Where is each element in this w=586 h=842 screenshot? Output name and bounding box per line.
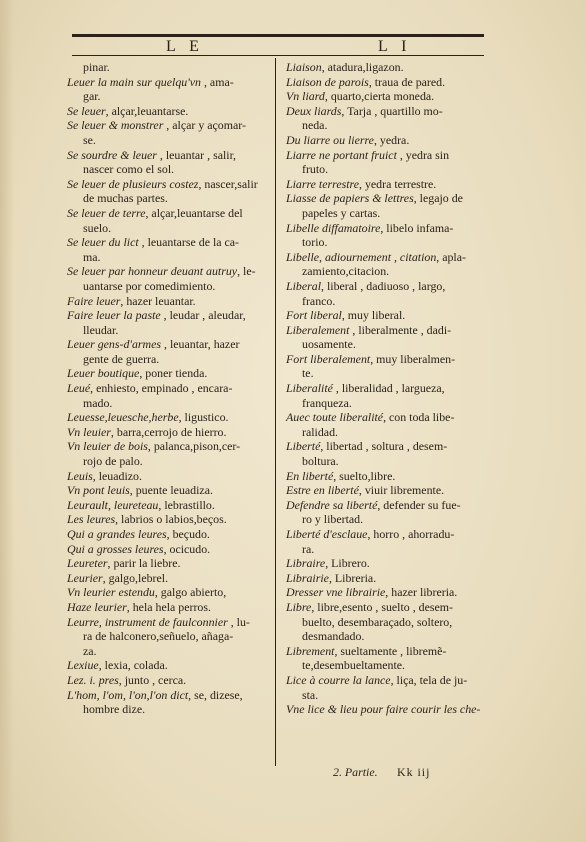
entry-line xyxy=(286,366,486,381)
headword: Les leures xyxy=(67,512,116,527)
headword: Liarre ne portant fruict xyxy=(286,147,397,162)
top-rule xyxy=(72,34,484,37)
definition: hombre dize. xyxy=(83,702,146,717)
headword: Liberté d'esclaue xyxy=(286,527,368,541)
definition: ra. xyxy=(302,541,315,556)
definition: , muy liberalmen- xyxy=(370,351,456,366)
headword: Libre xyxy=(286,599,312,614)
entry-line xyxy=(67,250,267,265)
definition: torio. xyxy=(302,235,328,250)
entry-line xyxy=(286,381,486,396)
headword: Leurre, instrument de faulconnier xyxy=(67,614,228,629)
definition: se. xyxy=(83,132,96,147)
headword: Fort liberal xyxy=(286,308,342,323)
entry-line xyxy=(286,585,486,600)
headword: Vn leuier xyxy=(67,424,111,439)
definition: , sueltamente , libremẽ- xyxy=(334,643,447,658)
headword: Librairie xyxy=(286,570,329,585)
headword: Se sourdre & leuer xyxy=(67,147,157,162)
definition: , libre,esento , suelto , desem- xyxy=(311,599,453,614)
entry-line xyxy=(67,483,267,498)
headword: Auec toute liberalité xyxy=(286,410,384,425)
definition: , hazer libreria. xyxy=(385,585,458,600)
definition: de muchas partes. xyxy=(83,191,168,206)
definition: , labrios o labios,beços. xyxy=(115,512,227,527)
headword: Du liarre ou lierre xyxy=(286,132,374,147)
left-column xyxy=(67,60,267,717)
definition: , beçudo. xyxy=(166,527,210,541)
headword: Vne lice & lieu pour faire courir les che- xyxy=(286,702,481,717)
entry-line xyxy=(67,366,267,381)
entry-line xyxy=(286,352,486,367)
entry-line xyxy=(67,571,267,586)
entry-line xyxy=(67,75,267,90)
definition: gente de guerra. xyxy=(83,351,160,366)
entry-line xyxy=(286,279,486,294)
entry-line xyxy=(67,629,267,644)
headword: Leuesse,leuesche,herbe xyxy=(67,410,179,425)
headword: Fort liberalement xyxy=(286,351,371,366)
definition: , se, dizese, xyxy=(188,687,243,702)
definition: , alçar,leuantarse del xyxy=(145,205,243,220)
headword: Se leuer xyxy=(67,103,106,118)
headword: Haze leurier xyxy=(67,599,127,614)
entry-line xyxy=(286,512,486,527)
gathering-mark: Kk iij xyxy=(397,765,431,779)
definition: , ocicudo. xyxy=(163,541,211,556)
headword: Leué xyxy=(67,381,91,396)
definition: gar. xyxy=(83,89,101,104)
headword: Vn liard xyxy=(286,89,325,104)
definition: papeles y cartas. xyxy=(302,205,381,220)
definition: , legajo de xyxy=(413,191,463,206)
definition: , yedra sin xyxy=(396,147,450,162)
headword: Se leuer du lict xyxy=(67,235,139,250)
definition: , galgo abierto, xyxy=(154,585,227,600)
headword: Lexiue xyxy=(67,658,99,673)
definition: , Tarja , quartillo mo- xyxy=(341,103,443,118)
entry-line xyxy=(286,483,486,498)
headword: Se leuer & monstrer xyxy=(67,118,164,133)
definition: uosamente. xyxy=(302,337,356,352)
definition: , hela hela perros. xyxy=(126,599,211,614)
headword: Liberalement xyxy=(286,322,350,337)
entry-line xyxy=(286,542,486,557)
definition: , enhiesto, empinado , encara- xyxy=(90,381,233,396)
entry-line xyxy=(286,469,486,484)
definition: suelo. xyxy=(83,220,112,235)
definition: , le- xyxy=(237,264,256,279)
definition: , leuantar , salir, xyxy=(156,147,237,162)
entry-line xyxy=(286,702,486,717)
headword: En liberté xyxy=(286,468,334,483)
entry-line xyxy=(286,206,486,221)
definition: , nascer,salir xyxy=(198,176,258,191)
entry-line xyxy=(286,162,486,177)
headword: Leureter xyxy=(67,556,108,571)
definition: , yedra terrestre. xyxy=(359,176,437,191)
entry-line xyxy=(67,439,267,454)
entry-line xyxy=(286,221,486,236)
definition: , junto , cerca. xyxy=(118,672,187,687)
definition: , alçar y açomar- xyxy=(163,118,246,133)
entry-line xyxy=(67,279,267,294)
running-head-left: L E xyxy=(166,38,204,55)
headword: Libelle diffamatoire xyxy=(286,220,381,235)
definition: boltura. xyxy=(302,454,339,469)
definition: , horro , ahorradu- xyxy=(367,527,455,541)
entry-line xyxy=(286,396,486,411)
entry-line xyxy=(286,89,486,104)
definition: ralidad. xyxy=(302,424,338,439)
definition: , parir la liebre. xyxy=(107,556,181,571)
signature-line: 2. Partie. xyxy=(333,765,378,779)
entry-line xyxy=(67,162,267,177)
entry-line xyxy=(67,600,267,615)
headword: Liberalité xyxy=(286,381,333,396)
entry-line xyxy=(67,337,267,352)
headword: Vn pont leuis xyxy=(67,483,130,498)
definition: zamiento,citacion. xyxy=(302,264,390,279)
definition: , yedra. xyxy=(373,132,410,147)
entry-line xyxy=(286,133,486,148)
definition: sta. xyxy=(302,687,319,702)
headword: Se leuer de terre xyxy=(67,205,146,220)
headword: Dresser vne librairie xyxy=(286,585,386,600)
page-gutter-shadow xyxy=(0,0,14,842)
entry-line xyxy=(286,600,486,615)
entry-line xyxy=(286,323,486,338)
entry-line xyxy=(286,629,486,644)
definition: , leuantarse de la ca- xyxy=(138,235,240,250)
definition: , con toda libe- xyxy=(383,410,455,425)
definition: , traua de pared. xyxy=(368,74,446,89)
entry-line xyxy=(67,469,267,484)
entry-line xyxy=(67,308,267,323)
definition: , leudar , aleudar, xyxy=(160,308,246,323)
headword: Libelle, adiournement , citation xyxy=(286,249,437,264)
definition: , hazer leuantar. xyxy=(120,293,196,308)
definition: lleudar. xyxy=(83,322,119,337)
headword: Qui a grosses leures xyxy=(67,541,164,556)
definition: , barra,cerrojo de hierro. xyxy=(110,424,227,439)
entry-line xyxy=(286,439,486,454)
entry-line xyxy=(286,425,486,440)
headword: Se leuer de plusieurs costez xyxy=(67,176,199,191)
header-rule xyxy=(72,55,484,56)
entry-line xyxy=(67,221,267,236)
entry-line xyxy=(67,644,267,659)
definition: nascer como el sol. xyxy=(83,162,175,177)
definition: desmandado. xyxy=(302,629,365,644)
definition: za. xyxy=(83,643,97,658)
entry-line xyxy=(67,294,267,309)
entry-line xyxy=(67,352,267,367)
headword: L'hom, l'om, l'on,l'on dict xyxy=(67,687,189,702)
definition: , alçar,leuantarse. xyxy=(105,103,189,118)
headword: Liasse de papiers & lettres xyxy=(286,191,414,206)
entry-line xyxy=(67,658,267,673)
entry-line xyxy=(286,498,486,513)
definition: uantarse por comedimiento. xyxy=(83,278,216,293)
definition: te,desembueltamente. xyxy=(302,658,406,673)
headword: Leurault, leureteau xyxy=(67,497,159,512)
entry-line xyxy=(286,250,486,265)
headword: Leuer boutique xyxy=(67,366,140,381)
entry-line xyxy=(67,454,267,469)
definition: , liberalmente , dadi- xyxy=(349,322,452,337)
definition: , galgo,lebrel. xyxy=(102,570,169,585)
entry-line xyxy=(286,308,486,323)
headword: Liberté xyxy=(286,439,321,454)
definition: ma. xyxy=(83,249,101,264)
headword: Liarre terrestre xyxy=(286,176,359,191)
definition: , muy liberal. xyxy=(341,308,406,323)
definition: fruto. xyxy=(302,162,329,177)
definition: ro y libertad. xyxy=(302,512,364,527)
entry-line xyxy=(67,60,267,75)
entry-line xyxy=(67,498,267,513)
headword: Vn leurier estendu xyxy=(67,585,155,600)
entry-line xyxy=(67,615,267,630)
entry-line xyxy=(286,177,486,192)
entry-line xyxy=(67,104,267,119)
entry-line xyxy=(67,542,267,557)
definition: , Libreria. xyxy=(328,570,377,585)
entry-line xyxy=(67,323,267,338)
entry-line xyxy=(67,425,267,440)
headword: Faire leuer xyxy=(67,293,121,308)
definition: , ligustico. xyxy=(178,410,229,425)
entry-line xyxy=(67,673,267,688)
headword: Defendre sa liberté xyxy=(286,497,378,512)
headword: Liberal xyxy=(286,278,322,293)
entry-line xyxy=(286,454,486,469)
definition: , ama- xyxy=(201,74,234,89)
entry-line xyxy=(286,104,486,119)
entry-line xyxy=(286,556,486,571)
entry-line xyxy=(67,688,267,703)
headword: Leuer gens-d'armes xyxy=(67,337,162,352)
entry-line xyxy=(67,556,267,571)
definition: , poner tienda. xyxy=(139,366,208,381)
definition: , lebrastillo. xyxy=(158,497,215,512)
entry-line xyxy=(67,177,267,192)
entry-line xyxy=(67,410,267,425)
headword: Lez. i. pres xyxy=(67,672,119,687)
entry-line xyxy=(286,337,486,352)
entry-line xyxy=(67,396,267,411)
headword: Libraire xyxy=(286,556,326,571)
definition: mado. xyxy=(83,395,113,410)
entry-line xyxy=(286,644,486,659)
definition: buelto, desembaraçado, soltero, xyxy=(302,614,453,629)
headword: Liaison xyxy=(286,60,322,74)
definition: , libertad , soltura , desem- xyxy=(320,439,448,454)
definition: , Librero. xyxy=(325,556,370,571)
entry-line xyxy=(286,410,486,425)
entry-line xyxy=(286,527,486,542)
entry-line xyxy=(286,658,486,673)
entry-line xyxy=(67,148,267,163)
definition: , suelto,libre. xyxy=(333,468,396,483)
entry-line xyxy=(67,381,267,396)
definition: , defender su fue- xyxy=(377,497,461,512)
definition: , viuir libremente. xyxy=(358,483,445,498)
definition: , liça, tela de ju- xyxy=(390,672,468,687)
entry-line xyxy=(67,527,267,542)
definition: te. xyxy=(302,366,314,381)
definition: , liberalidad , largueza, xyxy=(332,381,445,396)
entry-line xyxy=(67,702,267,717)
definition: franco. xyxy=(302,293,336,308)
headword: Lice à courre la lance xyxy=(286,672,391,687)
definition: pinar. xyxy=(83,60,110,74)
headword: Leuer la main sur quelqu'vn xyxy=(67,74,201,89)
headword: Qui a grandes leures xyxy=(67,527,167,541)
entry-line xyxy=(67,133,267,148)
headword: Estre en liberté xyxy=(286,483,359,498)
entry-line xyxy=(286,118,486,133)
entry-line xyxy=(286,571,486,586)
headword: Librement xyxy=(286,643,335,658)
definition: , apla- xyxy=(436,249,466,264)
definition: neda. xyxy=(302,118,328,133)
headword: Leurier xyxy=(67,570,103,585)
entry-line xyxy=(67,264,267,279)
headword: Liaison de parois xyxy=(286,74,369,89)
entry-line xyxy=(286,75,486,90)
entry-line xyxy=(286,191,486,206)
headword: Faire leuer la paste xyxy=(67,308,161,323)
column-divider xyxy=(275,58,276,766)
entry-line xyxy=(67,512,267,527)
entry-line xyxy=(286,60,486,75)
definition: franqueza. xyxy=(302,395,352,410)
entry-line xyxy=(67,89,267,104)
definition: , atadura,ligazon. xyxy=(321,60,404,74)
entry-line xyxy=(286,264,486,279)
entry-line xyxy=(286,148,486,163)
definition: ra de halconero,señuelo, añaga- xyxy=(83,629,234,644)
entry-line xyxy=(286,673,486,688)
headword: Leuis xyxy=(67,468,93,483)
entry-line xyxy=(286,688,486,703)
entry-line xyxy=(286,615,486,630)
right-column xyxy=(286,60,486,717)
entry-line xyxy=(286,235,486,250)
entry-line xyxy=(67,118,267,133)
definition: , leuadizo. xyxy=(92,468,142,483)
definition: , palanca,pison,cer- xyxy=(147,439,241,454)
entry-line xyxy=(67,206,267,221)
definition: , libelo infama- xyxy=(380,220,454,235)
entry-line xyxy=(286,294,486,309)
definition: rojo de palo. xyxy=(83,454,143,469)
headword: Vn leuier de bois xyxy=(67,439,148,454)
definition: , quarto,cierta moneda. xyxy=(324,89,435,104)
running-head-right: L I xyxy=(378,38,412,55)
definition: , puente leuadiza. xyxy=(129,483,213,498)
definition: , lu- xyxy=(227,614,250,629)
entry-line xyxy=(67,191,267,206)
definition: , liberal , dadiuoso , largo, xyxy=(321,278,446,293)
headword: Se leuer par honneur deuant autruy xyxy=(67,264,238,279)
entry-line xyxy=(67,235,267,250)
entry-line xyxy=(67,585,267,600)
headword: Deux liards xyxy=(286,103,342,118)
definition: , lexia, colada. xyxy=(98,658,168,673)
definition: , leuantar, hazer xyxy=(161,337,240,352)
